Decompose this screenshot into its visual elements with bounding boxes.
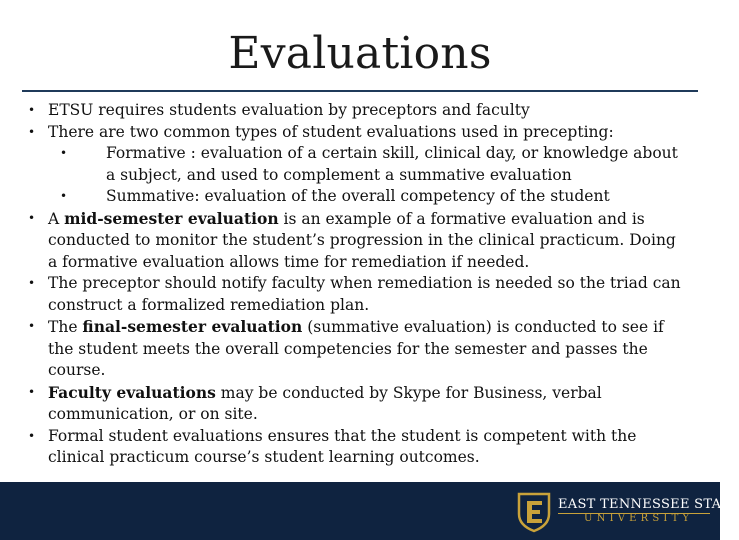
bullet-dot: • — [28, 103, 36, 117]
bullet-dot: • — [28, 210, 36, 225]
sub-bullet-text: Summative: evaluation of the overall competency of the student — [106, 187, 610, 205]
etsu-shield-e-icon — [516, 492, 552, 532]
bullet-dot: • — [28, 276, 36, 290]
bullet-dot: • — [28, 428, 36, 443]
bullet-text-run: Formal student evaluations ensures that the student is competent with the clinical practicum course’s student learning outcomes. — [48, 426, 637, 466]
bullet-item — [26, 208, 686, 274]
sub-bullet-item — [26, 143, 686, 186]
bullet-text-run: A — [48, 209, 65, 228]
bullet-list — [26, 100, 686, 469]
bullet-text — [48, 101, 530, 119]
bullet-text — [48, 274, 681, 314]
bullet-dot: • — [60, 189, 68, 203]
bullet-dot: • — [28, 124, 36, 139]
bullet-text-emphasis: Faculty evaluations — [48, 382, 216, 402]
title-divider — [22, 90, 698, 92]
bullet-item — [26, 273, 686, 316]
bullet-item — [26, 316, 686, 382]
bullet-text-run: may be conducted by Skype for Business, verbal communication, or on site. — [48, 383, 602, 423]
bullet-dot: • — [28, 384, 36, 399]
bullet-text-run: (summative evaluation) is conducted to see if the student meets the overall competencies for the semester and passes the course. — [48, 318, 664, 379]
sub-bullet-item — [26, 186, 686, 208]
bullet-dot: • — [28, 319, 36, 333]
university-subtitle: UNIVERSITY — [584, 513, 694, 524]
bullet-text-run: There are two common types of student evaluations used in precepting: — [48, 122, 614, 141]
bullet-item — [26, 100, 686, 122]
bullet-dot: • — [60, 146, 68, 160]
bullet-text-run: The — [48, 318, 83, 336]
bullet-item — [26, 426, 686, 469]
university-name: EAST TENNESSEE STATE — [558, 497, 739, 512]
bullet-text-run: The preceptor should notify faculty when remediation is needed so the triad can construct a formalized remediation plan. — [48, 274, 681, 314]
bullet-text-run: is an example of a formative evaluation and is conducted to monitor the student’s progression in the clinical practicum. Doing a formative evaluation allows time for remediation if needed. — [48, 209, 676, 271]
bullet-text-run: ETSU requires students evaluation by preceptors and faculty — [48, 101, 530, 119]
sub-bullet-text: Formative : evaluation of a certain skill, clinical day, or knowledge about a subject, and used to complement a summative evaluation — [106, 144, 678, 184]
slide-title: Evaluations — [228, 28, 492, 79]
bullet-text — [48, 318, 664, 379]
bullet-text — [48, 384, 602, 424]
bullet-text-emphasis: final-semester evaluation — [82, 317, 303, 336]
bullet-text — [48, 427, 636, 467]
bullet-text — [48, 123, 614, 141]
bullet-text-emphasis: mid-semester evaluation — [64, 208, 279, 228]
slide-body — [26, 100, 686, 469]
bullet-item — [26, 122, 686, 144]
bullet-text — [48, 210, 676, 271]
bullet-item — [26, 382, 686, 426]
